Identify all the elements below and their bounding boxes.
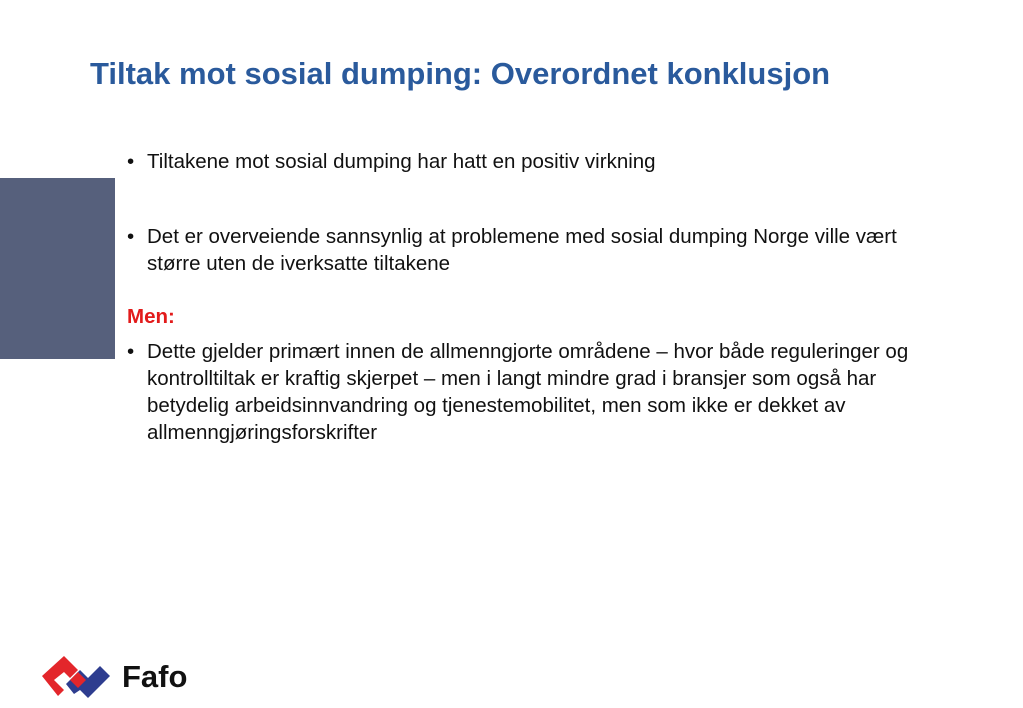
fafo-logo (40, 652, 187, 702)
bullet-text: Tiltakene mot sosial dumping har hatt en positiv virkning (147, 150, 656, 173)
bullet-text: Dette gjelder primært innen de allmenngjorte områdene – hvor både reguleringer og kontrolltiltak er kraftig skjerpet – men i langt mindre grad i bransjer som også har betydelig arbeidsinnvandring og tjenestemobilitet, men som ikke er dekket av allmenngjøringsforskrifter (147, 340, 909, 444)
bullet-item (127, 338, 927, 446)
slide-content (127, 148, 927, 446)
logo-text: Fafo (122, 659, 188, 694)
bullet-marker: • (127, 225, 135, 248)
slide-title: Tiltak mot sosial dumping: Overordnet konklusjon (90, 56, 831, 91)
bullet-text: Det er overveiende sannsynlig at problemene med sosial dumping Norge ville vært større uten de iverksatte tiltakene (147, 225, 897, 275)
fafo-logo-icon (40, 652, 112, 702)
bullet-marker: • (127, 340, 135, 363)
bullet-marker: • (127, 150, 135, 173)
side-accent-bar (0, 178, 115, 359)
bullet-item (127, 223, 927, 277)
bullet-item (127, 148, 927, 175)
men-label: Men: (127, 305, 175, 328)
